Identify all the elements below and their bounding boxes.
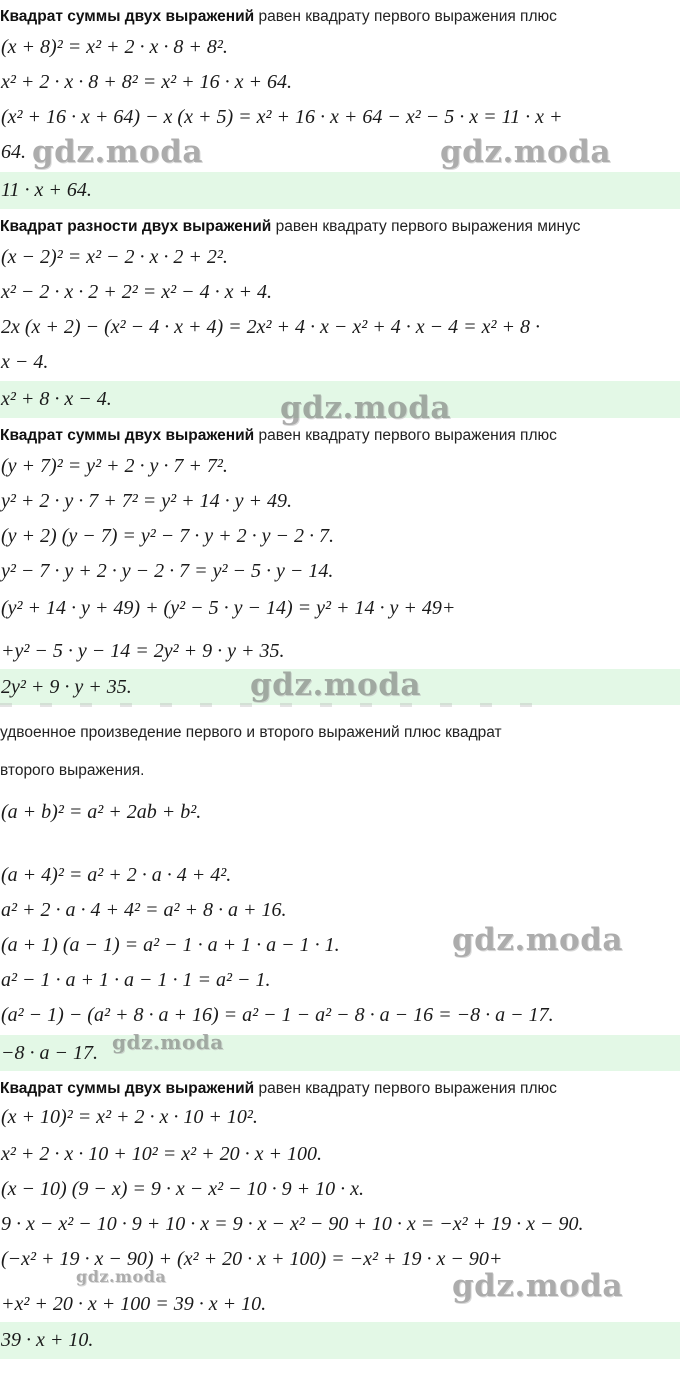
- watermark: gdz.moda: [32, 134, 203, 170]
- math-line: x² − 2 · x · 2 + 2² = x² − 4 · x + 4.: [1, 281, 272, 303]
- rule-heading-bold: Квадрат разности двух выражений: [0, 218, 272, 235]
- math-line: (−x² + 19 · x − 90) + (x² + 20 · x + 100) = −x² + 19 · x − 90+: [1, 1248, 503, 1270]
- math-line: (a + b)² = a² + 2ab + b².: [1, 801, 202, 823]
- answer-text: 2y² + 9 · y + 35.: [1, 676, 132, 698]
- math-line: x − 4.: [1, 351, 49, 373]
- rule-heading-rest: равен квадрату первого выражения плюс: [254, 427, 557, 444]
- watermark: gdz.moda: [112, 1030, 224, 1054]
- answer-box-1: [0, 172, 680, 209]
- rule-text-line: второго выражения.: [0, 762, 145, 779]
- answer-text: 39 · x + 10.: [1, 1329, 94, 1351]
- math-line: 9 · x − x² − 10 · 9 + 10 · x = 9 · x − x² − 90 + 10 · x = −x² + 19 · x − 90.: [1, 1213, 584, 1235]
- math-line: +x² + 20 · x + 100 = 39 · x + 10.: [1, 1293, 267, 1315]
- math-line: a² + 2 · a · 4 + 4² = a² + 8 · a + 16.: [1, 899, 287, 921]
- answer-text: −8 · a − 17.: [1, 1042, 98, 1064]
- math-line: (a + 4)² = a² + 2 · a · 4 + 4².: [1, 864, 232, 886]
- rule-heading-bold: Квадрат суммы двух выражений: [0, 427, 255, 444]
- rule-heading-2: [0, 218, 680, 236]
- math-line: y² − 7 · y + 2 · y − 2 · 7 = y² − 5 · y − 14.: [1, 560, 334, 582]
- rule-heading-rest: равен квадрату первого выражения минус: [271, 218, 581, 235]
- math-line: (x − 10) (9 − x) = 9 · x − x² − 10 · 9 + 10 · x.: [1, 1178, 364, 1200]
- rule-heading-rest: равен квадрату первого выражения плюс: [254, 1080, 557, 1097]
- answer-text: 11 · x + 64.: [1, 179, 92, 201]
- math-line: (x + 10)² = x² + 2 · x · 10 + 10².: [1, 1106, 258, 1128]
- watermark: gdz.moda: [250, 667, 421, 703]
- math-line: (y + 2) (y − 7) = y² − 7 · y + 2 · y − 2 · 7.: [1, 525, 334, 547]
- rule-heading-1: [0, 8, 680, 26]
- answer-text: x² + 8 · x − 4.: [1, 388, 112, 410]
- math-line: a² − 1 · a + 1 · a − 1 · 1 = a² − 1.: [1, 969, 271, 991]
- math-line: x² + 2 · x · 10 + 10² = x² + 20 · x + 100.: [1, 1143, 322, 1165]
- math-line: (y + 7)² = y² + 2 · y · 7 + 7².: [1, 455, 228, 477]
- rule-heading-5: [0, 1080, 680, 1098]
- cut-off-text-line: [0, 703, 560, 707]
- rule-text-line: удвоенное произведение первого и второго выражений плюс квадрат: [0, 724, 502, 741]
- answer-box-4: [0, 1035, 680, 1071]
- math-line: 64.: [1, 141, 26, 163]
- math-line: (a² − 1) − (a² + 8 · a + 16) = a² − 1 − a² − 8 · a − 16 = −8 · a − 17.: [1, 1004, 554, 1026]
- math-line: x² + 2 · x · 8 + 8² = x² + 16 · x + 64.: [1, 71, 292, 93]
- rule-heading-bold: Квадрат суммы двух выражений: [0, 1080, 255, 1097]
- watermark: gdz.moda: [452, 1268, 623, 1304]
- math-line: (x + 8)² = x² + 2 · x · 8 + 8².: [1, 36, 228, 58]
- watermark: gdz.moda: [452, 922, 623, 958]
- math-line: (x − 2)² = x² − 2 · x · 2 + 2².: [1, 246, 228, 268]
- watermark: gdz.moda: [440, 134, 611, 170]
- math-line: 2x (x + 2) − (x² − 4 · x + 4) = 2x² + 4 · x − x² + 4 · x − 4 = x² + 8 ·: [1, 316, 540, 338]
- rule-heading-bold: Квадрат суммы двух выражений: [0, 8, 255, 25]
- rule-heading-rest: равен квадрату первого выражения плюс: [254, 8, 557, 25]
- math-line: (a + 1) (a − 1) = a² − 1 · a + 1 · a − 1 · 1.: [1, 934, 340, 956]
- watermark: gdz.moda: [76, 1267, 167, 1286]
- rule-heading-3: [0, 427, 680, 445]
- math-line: y² + 2 · y · 7 + 7² = y² + 14 · y + 49.: [1, 490, 292, 512]
- watermark: gdz.moda: [280, 390, 451, 426]
- math-line: (y² + 14 · y + 49) + (y² − 5 · y − 14) = y² + 14 · y + 49+: [1, 597, 456, 619]
- answer-box-5: [0, 1322, 680, 1359]
- math-line: +y² − 5 · y − 14 = 2y² + 9 · y + 35.: [1, 640, 285, 662]
- math-line: (x² + 16 · x + 64) − x (x + 5) = x² + 16 · x + 64 − x² − 5 · x = 11 · x +: [1, 106, 563, 128]
